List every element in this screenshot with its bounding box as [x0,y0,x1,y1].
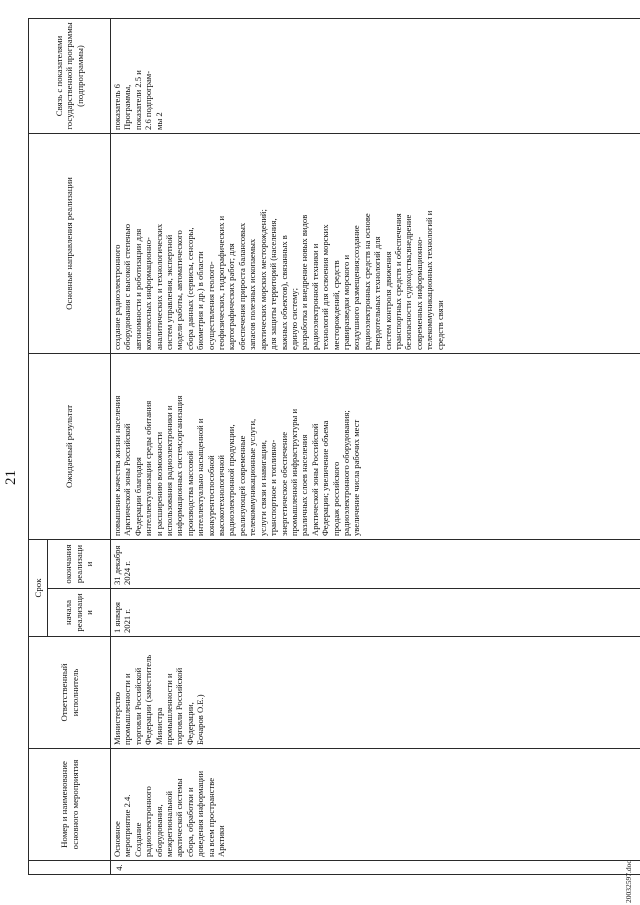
header-term: Срок [29,539,48,636]
header-link: Связь с показателями государственной программы (подпрограммы) [29,18,111,133]
header-number-col [29,861,111,875]
row-number: 4. [111,861,640,875]
table-row [111,18,640,874]
row-activity-name: Основное мероприятие 2.4. Создание радиоэлектронного оборудования, межрегиональной арктической системы сбора, обработки и доведения информации на всем пространстве Арктики [111,749,640,861]
activities-table [28,18,640,875]
row-executor: Министерство промышленности и торговли Российской Федерации (заместитель Министра промышленности и торговли Российской Федерации, Бочаров О.Е.) [111,637,640,749]
header-end: окончания реализации [48,539,111,588]
header-start: начала реализации [48,589,111,637]
row-indicator-link: показатель 6 Программы, показатели 2.5 и 2.6 подпрограм- мы 2 [111,18,640,133]
header-result: Ожидаемый результат [29,353,111,539]
page-number: 21 [3,470,19,485]
header-directions: Основные направления реализации [29,133,111,353]
row-directions: создание радиоэлектронного оборудования с высокой степенью автономности и роботизации для комплексных информационно- аналитических и технологических систем управления, экспертной модели работы, автоматического сбора данных (сервисы, сенсоры, биометрия и др.) в области осуществления геолого- геофизических, гидрографических и картографических работ; для обеспечения прироста балансовых запасов полезных ископаемых арктических морских месторождений; для защиты территорий (населения, важных объектов), связанных в единую систему; разработка и внедрение новых видов радиоэлектронной техники и технологий для освоения морских месторождений, средств гравиразведки морского и воздушного размещения;создание радиоэлектронных средств на основе твердотельных технологий для систем контроля движения транспортных средств и обеспечения безопасности судоходства;внедрение современных информационно- телекоммуникационных технологий и средств связи [111,133,640,353]
row-end-date: 31 декабря 2024 г. [111,539,640,588]
document-file-code: 20032597.doc [624,860,633,903]
header-executor: Ответственный исполнитель [29,637,111,749]
header-name: Номер и наименование основного мероприятия [29,749,111,861]
row-start-date: 1 января 2021 г. [111,589,640,637]
row-expected-result: повышение качества жизни населения Арктической зоны Российской Федерации благодаря интеллектуализации среды обитания и расширению возможности использования радиоэлектроники и информационных систем;организация производства массовой интеллектуально насыщенной и конкурентоспособной высокотехнологичной радиоэлектронной продукции, реализующей современные телекоммуникационные услуги, услуги связи и навигации, транспортное и топливно- энергетическое обеспечение промышленной инфраструктуры и различных слоев населения Арктической зоны Российской Федерации; увеличение объема продаж российского радиоэлектронного оборудования; увеличение числа рабочих мест [111,353,640,539]
